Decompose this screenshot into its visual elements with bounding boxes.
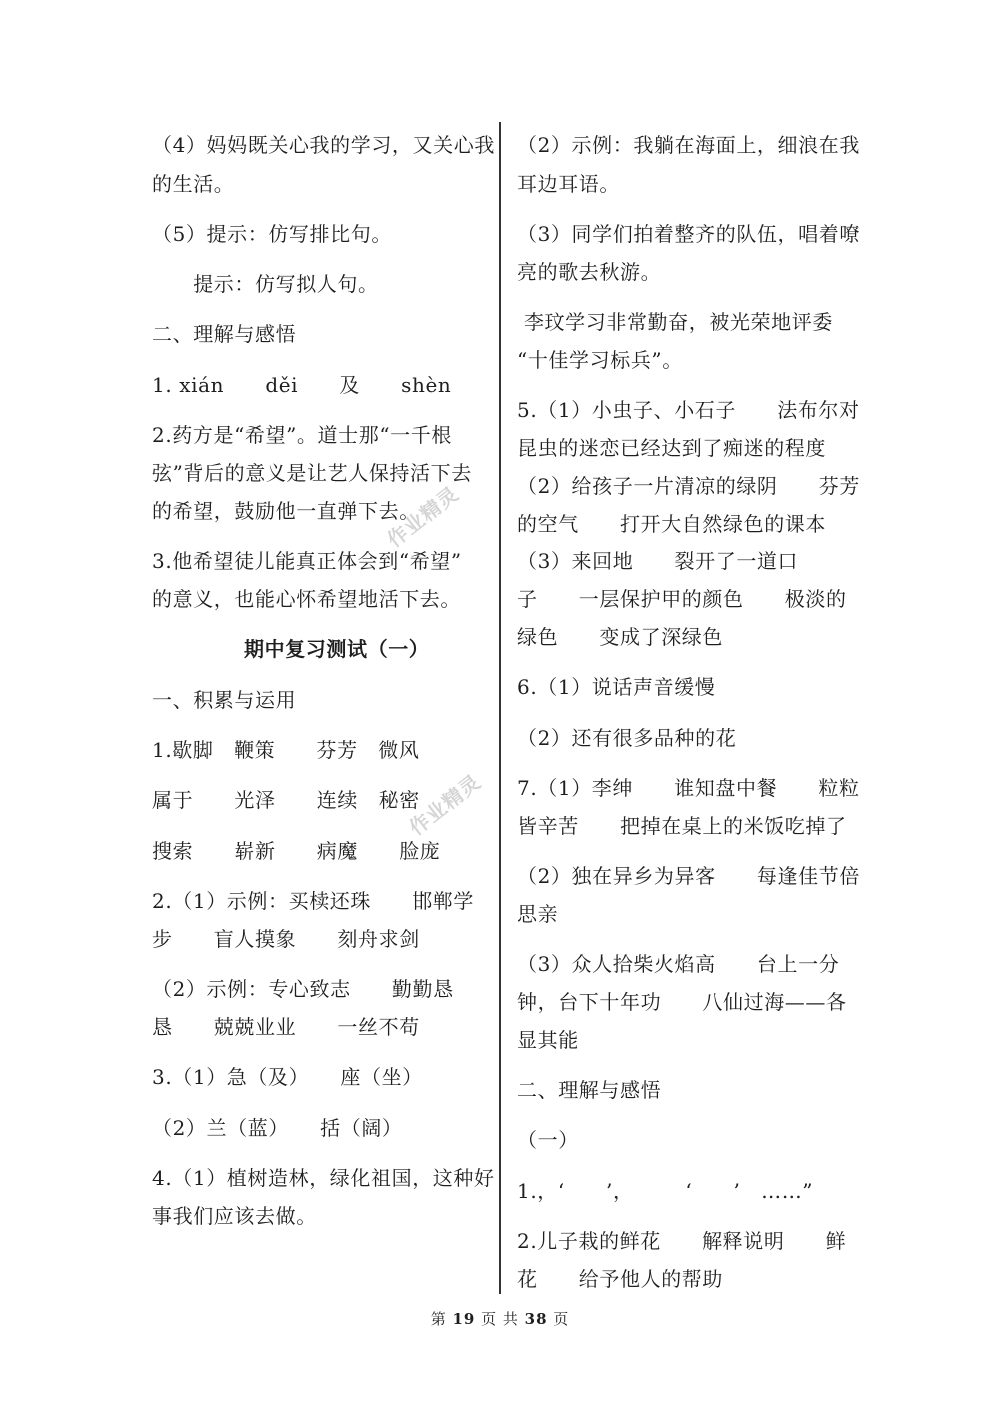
text-line: （5）提示：仿写排比句。 xyxy=(152,222,392,246)
section-heading: 一、积累与运用 xyxy=(152,688,297,712)
text-line: 花 给予他人的帮助 xyxy=(517,1267,723,1291)
watermark: 作业精灵 xyxy=(404,769,486,841)
text-line: 2.药方是“希望”。道士那“一千根 xyxy=(152,423,452,447)
text-line: 3.他希望徒儿能真正体会到“希望” xyxy=(152,549,462,573)
text-line: （2）兰（蓝） 括（阔） xyxy=(152,1116,403,1140)
section-heading: 二、理解与感悟 xyxy=(517,1078,662,1102)
footer-prefix: 第 xyxy=(430,1310,453,1328)
text-line: 显其能 xyxy=(517,1028,579,1052)
text-line: （2）示例：专心致志 勤勤恳 xyxy=(152,977,454,1001)
text-line: 钟，台下十年功 八仙过海——各 xyxy=(517,990,847,1014)
text-line: 子 一层保护甲的颜色 极淡的 xyxy=(517,587,847,611)
text-line: 搜索 崭新 病魔 脸庞 xyxy=(152,839,441,863)
text-line: 的空气 打开大自然绿色的课本 xyxy=(517,512,826,536)
column-divider xyxy=(499,122,501,1294)
text-line: （3）同学们拍着整齐的队伍，唱着嘹 xyxy=(517,222,860,246)
text-line: 恳 兢兢业业 一丝不苟 xyxy=(152,1015,420,1039)
text-line: 2.（1）示例：买椟还珠 邯郸学 xyxy=(152,889,475,913)
current-page-number: 19 xyxy=(452,1310,476,1328)
page-footer xyxy=(0,1308,1000,1329)
text-line: 昆虫的迷恋已经达到了痴迷的程度 xyxy=(517,436,826,460)
section-heading: 二、理解与感悟 xyxy=(152,322,297,346)
text-line: 的生活。 xyxy=(152,172,235,196)
text-line: 6.（1）说话声音缓慢 xyxy=(517,675,716,699)
text-line: 属于 光泽 连续 秘密 xyxy=(152,788,420,812)
text-line: 皆辛苦 把掉在桌上的米饭吃掉了 xyxy=(517,814,847,838)
text-line: 亮的歌去秋游。 xyxy=(517,260,662,284)
text-line: （2）给孩子一片清凉的绿阴 芬芳 xyxy=(517,474,860,498)
text-line: 思亲 xyxy=(517,902,559,926)
text-line: 李玟学习非常勤奋，被光荣地评委 xyxy=(517,310,833,334)
text-line: 1. xián děi 及 shèn xyxy=(152,373,452,397)
text-line: 1.歇脚 鞭策 芬芳 微风 xyxy=(152,738,420,762)
text-line: （2）示例：我躺在海面上，细浪在我 xyxy=(517,133,860,157)
text-line: （2）还有很多品种的花 xyxy=(517,726,737,750)
text-line: 的希望，鼓励他一直弹下去。 xyxy=(152,499,420,523)
text-line: （3）来回地 裂开了一道口 xyxy=(517,549,799,573)
text-line: 4.（1）植树造林，绿化祖国，这种好 xyxy=(152,1166,495,1190)
text-line: 步 盲人摸象 刻舟求剑 xyxy=(152,927,420,951)
section-title: 期中复习测试（一） xyxy=(244,637,430,661)
text-line: 2.儿子栽的鲜花 解释说明 鲜 xyxy=(517,1229,847,1253)
text-line: 事我们应该去做。 xyxy=(152,1204,317,1228)
text-line: （2）独在异乡为异客 每逢佳节倍 xyxy=(517,864,860,888)
footer-middle: 页 共 xyxy=(475,1310,525,1328)
text-line: （4）妈妈既关心我的学习，又关心我 xyxy=(152,133,495,157)
text-line: 绿色 变成了深绿色 xyxy=(517,625,723,649)
text-line: 7.（1）李绅 谁知盘中餐 粒粒 xyxy=(517,776,860,800)
text-line: 5.（1）小虫子、小石子 法布尔对 xyxy=(517,398,860,422)
text-line: 耳边耳语。 xyxy=(517,172,620,196)
footer-suffix: 页 xyxy=(547,1310,570,1328)
text-line: 1.，‘ ’， ‘ ’ ……” xyxy=(517,1179,814,1203)
text-line: “十佳学习标兵”。 xyxy=(517,348,683,372)
text-line: （一） xyxy=(517,1128,579,1152)
text-line: （3）众人拾柴火焰高 台上一分 xyxy=(517,952,840,976)
total-page-number: 38 xyxy=(524,1310,548,1328)
text-line: 弦”背后的意义是让艺人保持活下去 xyxy=(152,461,472,485)
watermark: 作业精灵 xyxy=(382,481,464,553)
text-line: 提示：仿写拟人句。 xyxy=(152,272,379,296)
text-line: 的意义，也能心怀希望地活下去。 xyxy=(152,587,461,611)
text-line: 3.（1）急（及） 座（坐） xyxy=(152,1065,423,1089)
